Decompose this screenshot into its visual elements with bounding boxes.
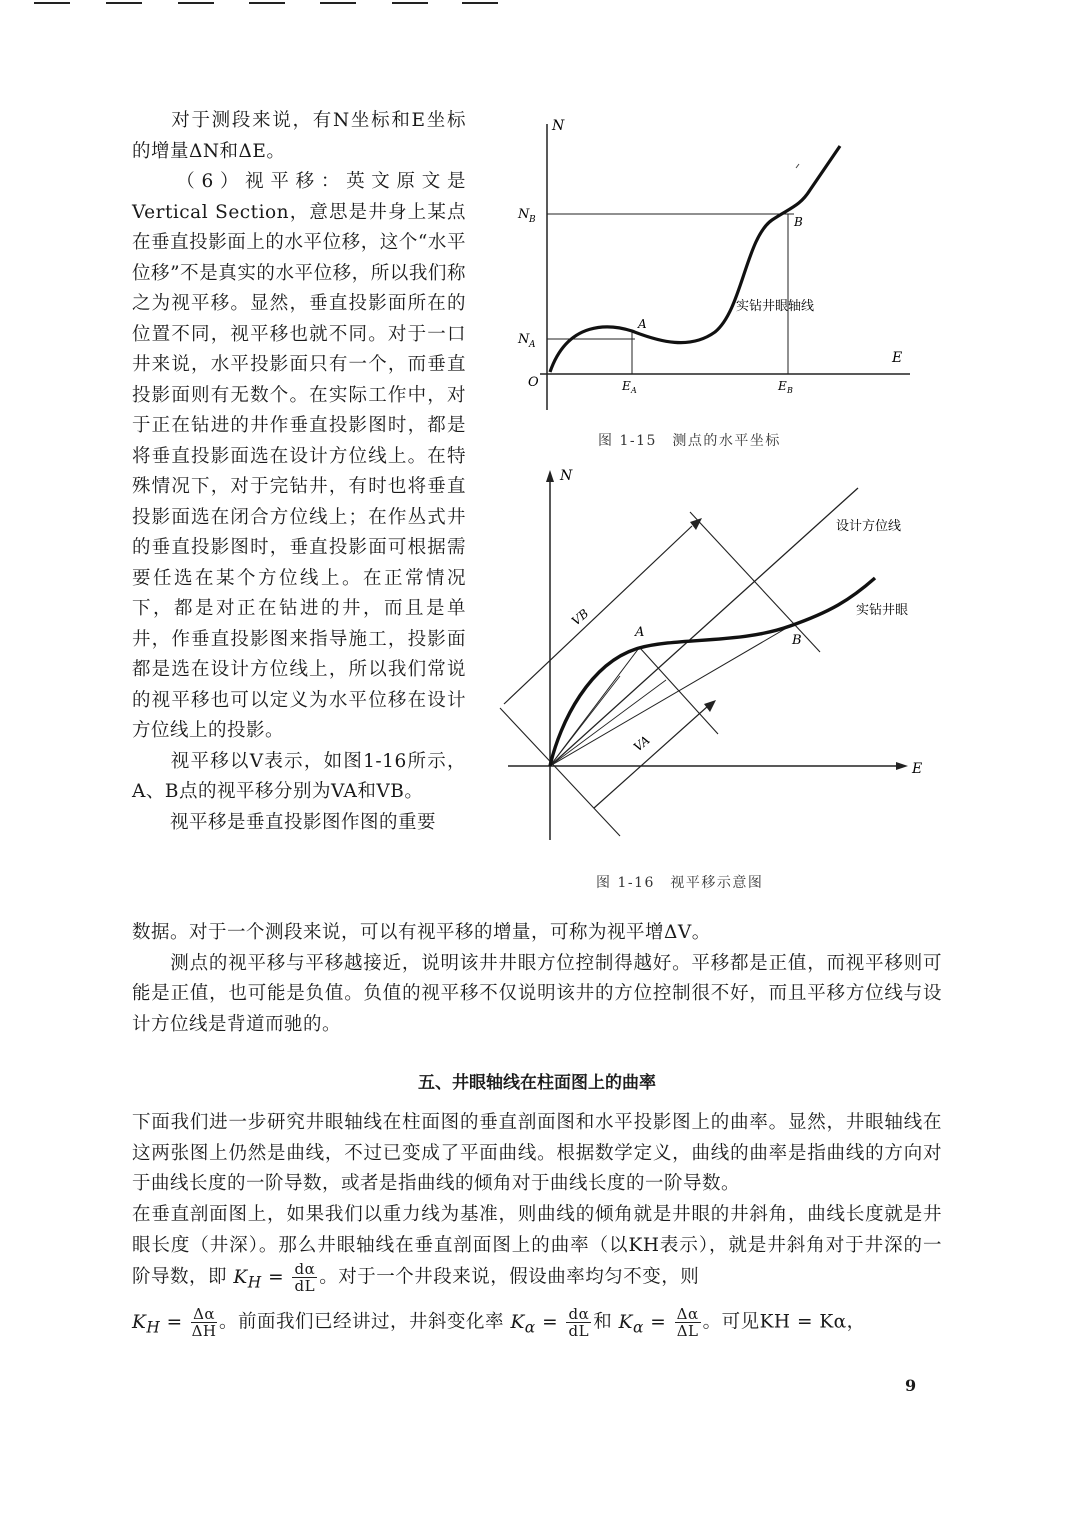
va-dimension-line (594, 706, 708, 808)
va-label: VA (630, 732, 653, 755)
design-azimuth-label: 设计方位线 (836, 519, 902, 534)
e-axis-label: E (892, 350, 903, 366)
na-label: N (518, 332, 530, 347)
vb-label: VB (568, 606, 592, 629)
formula-line-2: $K_H$ = $\frac{\Delta\alpha}{\Delta H}$ 。前面我们已经讲过，井斜变化率 $K_\alpha$ = $\frac{d\alpha}{dL}$ 和 $K_\alpha$ = $\frac{\Delta\alpha}{\Delta L}$ 。可见KH = Kα， (132, 1305, 866, 1340)
paragraph-vertical-section-definition: （6）视平移：英文原文是Vertical Section，意思是井身上某点在垂直投影面上的水平位移，这个“水平位移”不是真实的水平位移，所以我们称之为视平移。显然，垂直投影面所在的位置不同，视平移也就不同。对于一口井来说，水平投影面只有一个，而垂直投影面则有无数个。在实际工作中，对于正在钻进的井作垂直投影图时，都是将垂直投影面选在设计方位线上。在特殊情况下，对于完钻井，有时也将垂直投影面选在闭合方位线上；在作丛式井的垂直投影图时，垂直投影面可根据需要任选在某个方位线上。在正常情况下，都是对正在钻进的井，而且是单井，作垂直投影图来指导施工，投影面都是选在设计方位线上，所以我们常说的视平移也可以定义为水平位移在设计方位线上的投影。 (132, 171, 466, 741)
paragraph-curvature-intro: 下面我们进一步研究井眼轴线在柱面图的垂直剖面图和水平投影图上的曲率。显然，井眼轴线在这两张图上仍然是曲线，不过已变成了平面曲线。根据数学定义，曲线的曲率是指曲线的方向对于曲线长度的一阶导数，或者是指曲线的倾角对于曲线长度的一阶导数。 (132, 1112, 942, 1194)
e-axis-arrow (896, 762, 908, 770)
curve-label: 实钻井眼轴线 (736, 299, 815, 314)
well-axis-curve (550, 146, 840, 372)
va-arrow (704, 700, 716, 712)
point-a-label: A (635, 625, 645, 640)
paragraph-azimuth-control: 测点的视平移与平移越接近，说明该井井眼方位控制得越好。平移都是正值，而视平移则可能是正值，也可能是负值。负值的视平移不仅说明该井的方位控制很不好，而且平移方位线与设计方位线是背道而驰的。 (132, 952, 942, 1035)
figure-1-16-caption: 图 1-16 视平移示意图 (596, 875, 764, 891)
curve-dash-mark (796, 164, 799, 168)
na-subscript: A (529, 340, 536, 350)
actual-hole-label: 实钻井眼 (856, 603, 909, 618)
left-column-text (132, 106, 466, 838)
eb-label: E (778, 379, 787, 393)
formula-kh-ratio: $K_H$ = $\frac{\Delta\alpha}{\Delta H}$ (132, 1305, 217, 1340)
page-number: 9 (905, 1376, 917, 1395)
ea-label: E (622, 379, 631, 393)
nb-label: N (518, 207, 530, 222)
vb-arrow (690, 518, 702, 530)
point-a-label: A (638, 317, 647, 331)
n-axis-arrow (546, 470, 554, 482)
point-b-label: B (792, 633, 802, 648)
formula-ka-derivative: $K_\alpha$ = $\frac{d\alpha}{dL}$ (510, 1305, 590, 1340)
ray-1 (550, 680, 666, 766)
paragraph-vertical-section-symbol: 视平移以V表示，如图1-16所示，A、B点的视平移分别为VA和VB。 (132, 750, 466, 802)
design-azimuth-line (550, 488, 858, 766)
origin-label: O (528, 375, 539, 390)
e-axis-label: E (912, 761, 923, 777)
figure-1-15-caption: 图 1-15 测点的水平坐标 (598, 433, 781, 449)
top-rule-marks (0, 0, 1080, 14)
figure-1-16-diagram (480, 462, 940, 852)
n-axis-label: N (552, 118, 565, 134)
full-width-text (132, 918, 942, 1040)
paragraph-vertical-curvature: 在垂直剖面图上，如果我们以重力线为基准，则曲线的倾角就是井眼的井斜角，曲线长度就是井眼长度（井深）。那么井眼轴线在垂直剖面图上的曲率（以KH表示），就是井斜角对于井深的一阶导数，即 $K_H$ = $\frac{d\alpha}{dL}$ 。对于一个井段来说，假设曲率均匀不变，则 (132, 1204, 942, 1295)
vb-dimension-line (504, 526, 692, 704)
formula-ka-ratio: $K_\alpha$ = $\frac{\Delta\alpha}{\Delta L}$ (618, 1305, 699, 1340)
paragraph-coordinate-increment: 对于测段来说，有N坐标和E坐标的增量ΔN和ΔE。 (132, 110, 466, 162)
nb-subscript: B (529, 215, 536, 225)
section-heading: 五、井眼轴线在柱面图上的曲率 (418, 1073, 656, 1093)
paragraph-continuation: 数据。对于一个测段来说，可以有视平移的增量，可称为视平增ΔV。 (132, 922, 711, 943)
ray-to-b (550, 626, 790, 766)
ea-subscript: A (631, 386, 637, 395)
paragraph-vertical-section-importance: 视平移是垂直投影图作图的重要 (170, 811, 437, 833)
n-axis-label: N (560, 468, 573, 484)
eb-subscript: B (787, 386, 793, 395)
b-perpendicular (690, 512, 820, 652)
point-b-label: B (794, 215, 803, 229)
formula-kh-derivative: $K_H$ = $\frac{d\alpha}{dL}$ (233, 1260, 316, 1295)
figure-1-15-diagram (510, 110, 930, 420)
